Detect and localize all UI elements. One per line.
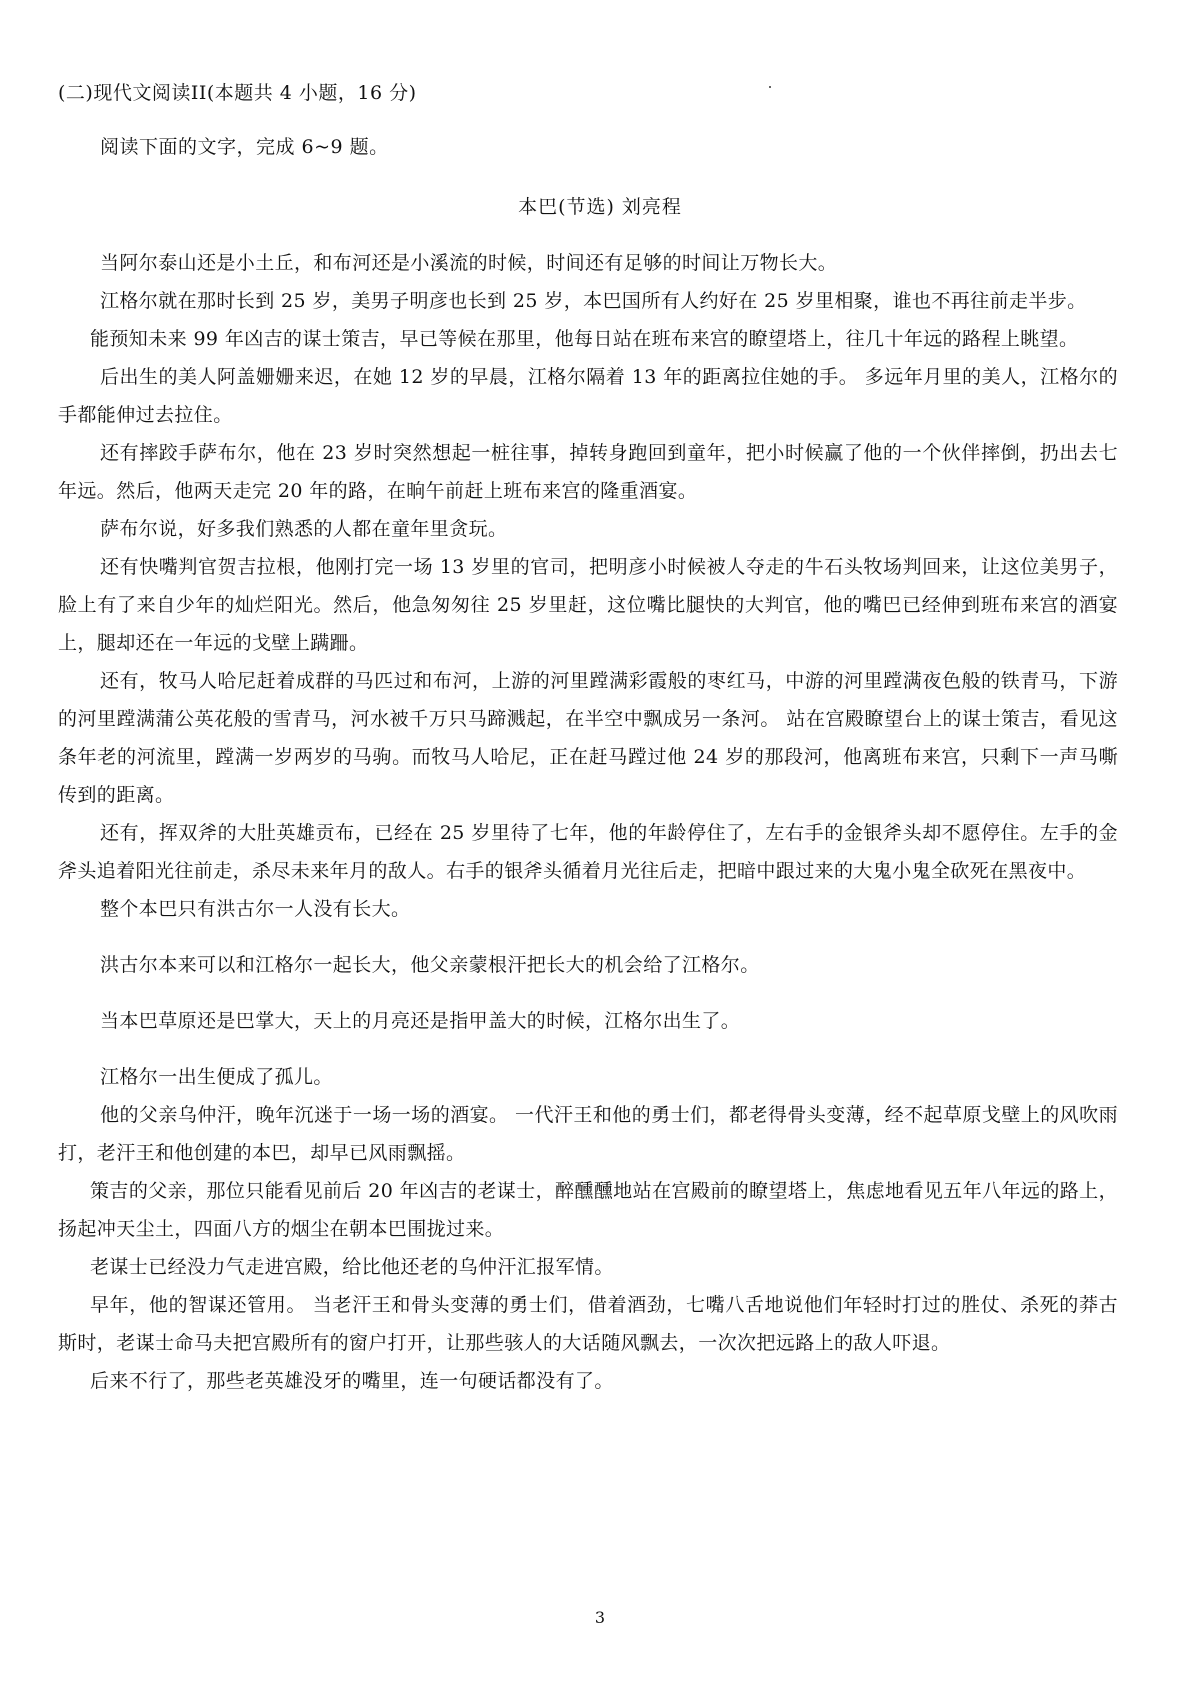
- paragraph: 萨布尔说，好多我们熟悉的人都在童年里贪玩。: [100, 518, 508, 540]
- paragraph: 还有，挥双斧的大肚英雄贡布，已经在 25 岁里待了七年，他的年龄停住了，左右手的金银斧头却不愿停住。左手的金斧头追着阳光往前走，杀尽未来年月的敌人。右手的银斧头循着月光往后走，把暗中跟过来的大鬼小鬼全砍死在黑夜中。: [58, 822, 1118, 882]
- paragraph: 江格尔一出生便成了孤儿。: [100, 1066, 333, 1088]
- paragraph: 当本巴草原还是巴掌大，天上的月亮还是指甲盖大的时候，江格尔出生了。: [100, 1010, 741, 1032]
- paragraph: 还有，牧马人哈尼赶着成群的马匹过和布河，上游的河里蹚满彩霞般的枣红马，中游的河里蹚满夜色般的铁青马，下游的河里蹚满蒲公英花般的雪青马，河水被千万只马蹄溅起，在半空中飘成另一条河。 站在宫殿瞭望台上的谋士策吉，看见这条年老的河流里，蹚满一岁两岁的马驹。而牧马人哈尼，正在赶马蹚过他 24 岁的那段河，他离班布来宫，只剩下一声马嘶传到的距离。: [58, 670, 1118, 806]
- paragraph: 洪古尔本来可以和江格尔一起长大，他父亲蒙根汗把长大的机会给了江格尔。: [100, 954, 760, 976]
- paragraph: 还有摔跤手萨布尔，他在 23 岁时突然想起一桩往事，掉转身跑回到童年，把小时候赢了他的一个伙伴摔倒，扔出去七年远。然后，他两天走完 20 年的路，在晌午前赶上班布来宫的隆重酒宴。: [58, 442, 1118, 502]
- paragraph: 当阿尔泰山还是小土丘，和布河还是小溪流的时候，时间还有足够的时间让万物长大。: [100, 252, 838, 274]
- paragraph: 还有快嘴判官贺吉拉根，他刚打完一场 13 岁里的官司，把明彦小时候被人夺走的牛石头牧场判回来，让这位美男子，脸上有了来自少年的灿烂阳光。然后，他急匆匆往 25 岁里赶，这位嘴比腿快的大判官，他的嘴巴已经伸到班布来宫的酒宴上，腿却还在一年远的戈壁上蹒跚。: [58, 556, 1118, 654]
- paragraph: 老谋士已经没力气走进宫殿，给比他还老的乌仲汗汇报军情。: [90, 1256, 614, 1278]
- paragraph: 他的父亲乌仲汗，晚年沉迷于一场一场的酒宴。 一代汗王和他的勇士们，都老得骨头变薄，经不起草原戈壁上的风吹雨打，老汗王和他创建的本巴，却早已风雨飘摇。: [58, 1104, 1118, 1164]
- stray-dot: [769, 86, 771, 88]
- paragraph: 能预知未来 99 年凶吉的谋士策吉，早已等候在那里，他每日站在班布来宫的瞭望塔上，往几十年远的路程上眺望。: [90, 328, 1079, 350]
- page-number: 3: [594, 1608, 606, 1627]
- article-body: [58, 244, 1118, 1400]
- paragraph: 后出生的美人阿盖姗姗来迟，在她 12 岁的早晨，江格尔隔着 13 年的距离拉住她的手。 多远年月里的美人，江格尔的手都能伸过去拉住。: [58, 366, 1118, 426]
- paragraph: 策吉的父亲，那位只能看见前后 20 年凶吉的老谋士，醉醺醺地站在宫殿前的瞭望塔上，焦虑地看见五年八年远的路上，扬起冲天尘土，四面八方的烟尘在朝本巴围拢过来。: [58, 1180, 1118, 1240]
- article-title: 本巴(节选) 刘亮程: [518, 196, 682, 218]
- paragraph: 江格尔就在那时长到 25 岁，美男子明彦也长到 25 岁，本巴国所有人约好在 25 岁里相聚，谁也不再往前走半步。: [100, 290, 1087, 312]
- paragraph: 整个本巴只有洪古尔一人没有长大。: [100, 898, 411, 920]
- paragraph: 后来不行了，那些老英雄没牙的嘴里，连一句硬话都没有了。: [90, 1370, 614, 1392]
- section-heading: (二)现代文阅读II(本题共 4 小题，16 分): [58, 82, 417, 104]
- instruction-text: 阅读下面的文字，完成 6~9 题。: [100, 136, 389, 158]
- paragraph: 早年，他的智谋还管用。 当老汗王和骨头变薄的勇士们，借着酒劲，七嘴八舌地说他们年轻时打过的胜仗、杀死的莽古斯时，老谋士命马夫把宫殿所有的窗户打开，让那些骇人的大话随风飘去，一次次把远路上的敌人吓退。: [58, 1294, 1118, 1354]
